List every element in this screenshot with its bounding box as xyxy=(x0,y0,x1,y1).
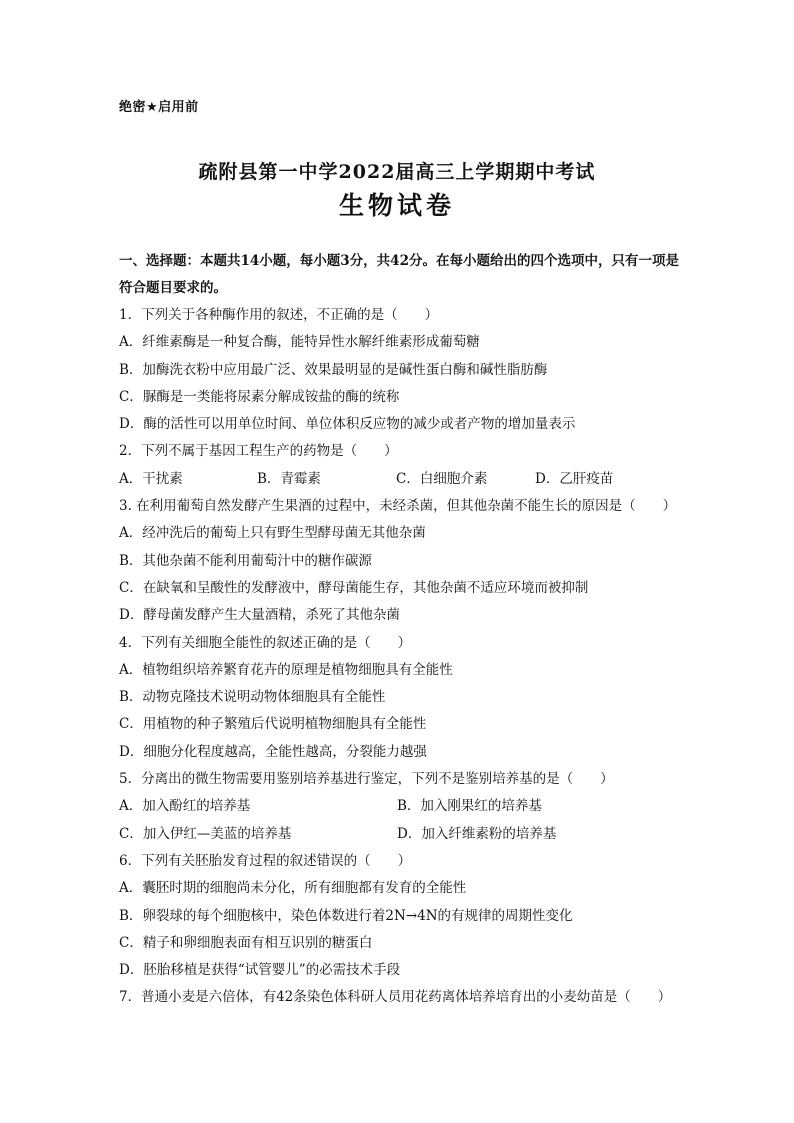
question-6-stem: 6．下列有关胚胎发育过程的叙述错误的（ ） xyxy=(119,852,412,869)
question-3-stem: 3. 在利用葡萄自然发酵产生果酒的过程中，未经杀菌，但其他杂菌不能生长的原因是（ ） xyxy=(119,498,677,515)
question-2-option-c: C．白细胞介素 xyxy=(396,470,488,487)
question-5-options-row-1 xyxy=(119,793,681,820)
question-5-stem: 5．分离出的微生物需要用鉴别培养基进行鉴定，下列不是鉴别培养基的是（ ） xyxy=(119,771,614,788)
question-1-stem: 1．下列关于各种酶作用的叙述，不正确的是（ ） xyxy=(119,307,439,323)
question-1-option-c: C．脲酶是一类能将尿素分解成铵盐的酶的统称 xyxy=(119,388,400,405)
question-5-option-d: D．加入纤维素粉的培养基 xyxy=(397,825,557,842)
section-heading: 一、选择题：本题共14小题，每小题3分，共42分。在每小题给出的四个选项中，只有一项是符合题目要求的。 xyxy=(119,253,679,296)
question-3-option-d: D．酵母菌发酵产生大量酒精，杀死了其他杂菌 xyxy=(119,607,400,624)
question-4-stem: 4．下列有关细胞全能性的叙述正确的是（ ） xyxy=(119,634,412,651)
question-1-option-a: A．纤维素酶是一种复合酶，能特异性水解纤维素形成葡萄糖 xyxy=(119,334,480,351)
question-5-options-row-2 xyxy=(119,821,681,848)
question-1-option-b: B．加酶洗衣粉中应用最广泛、效果最明显的是碱性蛋白酶和碱性脂肪酶 xyxy=(119,361,548,378)
question-7-stem: 7．普通小麦是六倍体，有42条染色体科研人员用花药离体培养培育出的小麦幼苗是（ ） xyxy=(119,989,672,1006)
question-6-option-c: C．精子和卵细胞表面有相互识别的糖蛋白 xyxy=(119,934,373,951)
question-6-option-d: D．胚胎移植是获得“试管婴儿”的必需技术手段 xyxy=(119,962,401,979)
question-2-stem: 2．下列不属于基因工程生产的药物是（ ） xyxy=(119,443,398,460)
question-5-option-b: B．加入刚果红的培养基 xyxy=(397,798,542,815)
exam-content xyxy=(119,248,681,1012)
question-1-option-d: D．酶的活性可以用单位时间、单位体积反应物的减少或者产物的增加量表示 xyxy=(119,416,576,433)
question-3-option-c: C．在缺氧和呈酸性的发酵液中，酵母菌能生存，其他杂菌不适应环境而被抑制 xyxy=(119,579,589,596)
question-2-options xyxy=(119,466,681,493)
question-4-option-d: D．细胞分化程度越高，全能性越高，分裂能力越强 xyxy=(119,743,427,760)
question-6-option-b: B．卵裂球的每个细胞核中，染色体数进行着2N→4N的有规律的周期性变化 xyxy=(119,907,573,924)
question-2-option-a: A．干扰素 xyxy=(119,470,183,487)
question-4-option-b: B．动物克隆技术说明动物体细胞具有全能性 xyxy=(119,689,386,706)
question-4-option-c: C．用植物的种子繁殖后代说明植物细胞具有全能性 xyxy=(119,716,427,733)
question-5-option-a: A．加入酚红的培养基 xyxy=(119,798,251,815)
question-3-option-b: B．其他杂菌不能利用葡萄汁中的糖作碳源 xyxy=(119,552,372,569)
exam-title: 疏附县第一中学2022届高三上学期期中考试 xyxy=(198,161,596,183)
question-3-option-a: A．经冲洗后的葡萄上只有野生型酵母菌无其他杂菌 xyxy=(119,525,426,542)
question-6-option-a: A．囊胚时期的细胞尚未分化，所有细胞都有发育的全能性 xyxy=(119,880,467,897)
question-2-option-d: D．乙肝疫苗 xyxy=(535,470,614,487)
exam-subtitle: 生物试卷 xyxy=(338,191,455,220)
question-2-option-b: B．青霉素 xyxy=(257,470,321,487)
question-5-option-c: C．加入伊红—美蓝的培养基 xyxy=(119,825,292,842)
question-4-option-a: A．植物组织培养繁育花卉的原理是植物细胞具有全能性 xyxy=(119,661,453,678)
secret-mark: 绝密★启用前 xyxy=(119,100,199,115)
